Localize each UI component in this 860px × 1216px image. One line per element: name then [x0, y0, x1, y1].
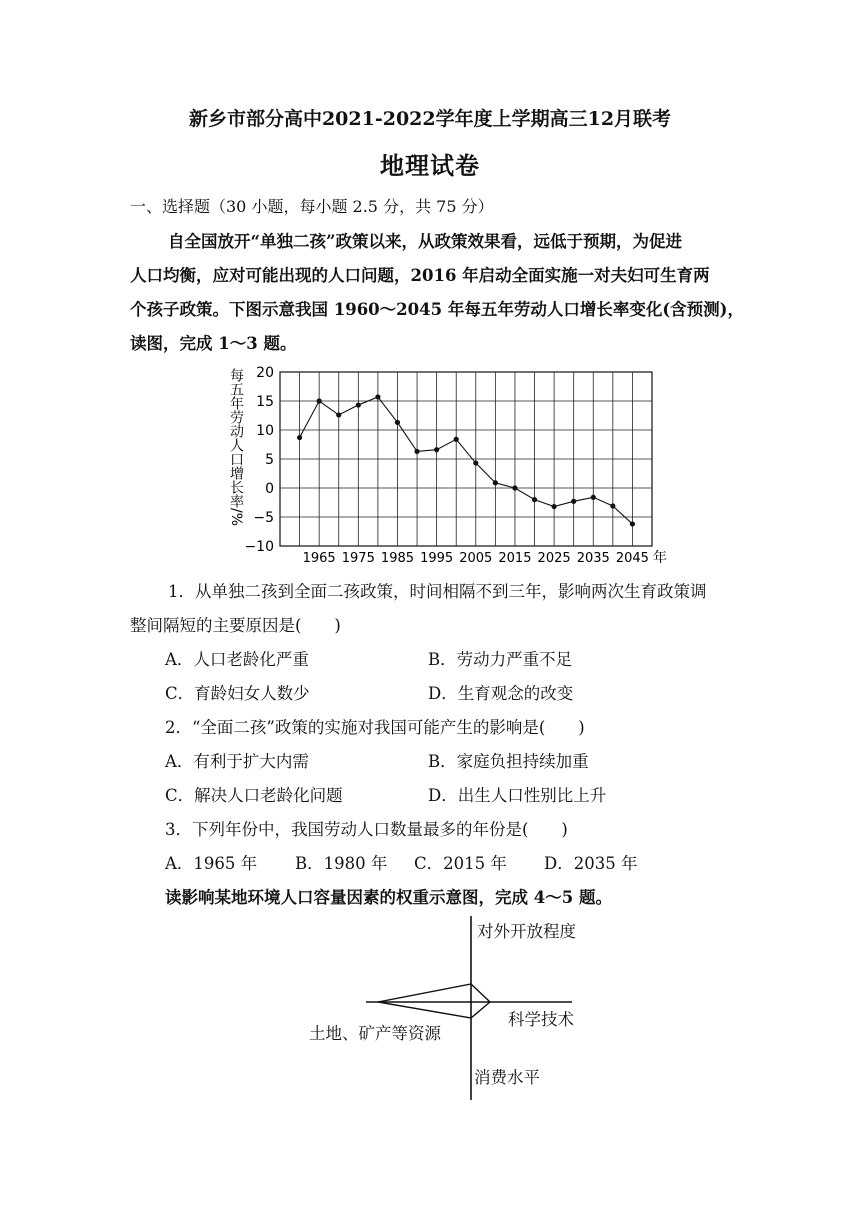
x-tick-label: 1975 [341, 551, 375, 566]
q3-option-d[interactable]: D．2035 年 [544, 854, 638, 873]
intro1-line2: 人口均衡，应对可能出现的人口问题，2016 年启动全面实施一对夫妇可生育两 [130, 266, 710, 285]
intro1-line4: 读图，完成 1～3 题。 [130, 334, 297, 353]
weight-polygon [378, 984, 490, 1018]
q3-option-c[interactable]: C．2015 年 [414, 854, 507, 873]
q3-option-a[interactable]: A．1965 年 [165, 854, 258, 873]
y-tick-label: 20 [256, 365, 274, 381]
label-openness: 对外开放程度 [477, 922, 576, 941]
data-point [434, 447, 439, 452]
y-tick-label: −10 [244, 539, 274, 555]
x-tick-label: 1985 [380, 551, 415, 566]
q3-stem: 3．下列年份中，我国劳动人口数量最多的年份是( ) [165, 820, 568, 839]
intro2: 读影响某地环境人口容量因素的权重示意图，完成 4～5 题。 [165, 888, 612, 907]
q2-option-d[interactable]: D．出生人口性别比上升 [428, 786, 607, 805]
q1-option-a[interactable]: A．人口老龄化严重 [165, 650, 309, 669]
y-tick-label: 10 [256, 423, 274, 439]
data-point [395, 420, 400, 425]
intro1-line3: 个孩子政策。下图示意我国 1960～2045 年每五年劳动人口增长率变化(含预测)， [130, 300, 744, 319]
data-point [336, 412, 341, 417]
y-tick-label: −5 [253, 510, 274, 526]
data-point [473, 460, 478, 465]
data-point [375, 394, 380, 399]
x-tick-label: 2045 [615, 551, 649, 566]
data-point [454, 437, 459, 442]
q1-option-d[interactable]: D．生育观念的改变 [428, 684, 574, 703]
x-tick-label: 2015 [498, 551, 532, 566]
q1-stem-line2: 整间隔短的主要原因是( ) [130, 616, 341, 635]
intro1-line1: 自全国放开“单独二孩”政策以来，从政策效果看，远低于预期，为促进 [168, 232, 682, 251]
q2-option-a[interactable]: A．有利于扩大内需 [165, 752, 309, 771]
data-point [591, 495, 596, 500]
x-tick-label: 2005 [459, 551, 493, 566]
q3-option-b[interactable]: B．1980 年 [295, 854, 388, 873]
y-tick-label: 5 [265, 452, 274, 468]
section-heading: 一、选择题（30 小题，每小题 2.5 分，共 75 分） [130, 197, 494, 216]
x-tick-label: 1965 [302, 551, 336, 566]
data-point [571, 499, 576, 504]
y-tick-label: 15 [256, 394, 274, 410]
labor-growth-chart [220, 362, 680, 568]
y-tick-label: 0 [265, 481, 274, 497]
data-point [512, 485, 517, 490]
x-axis-unit: 年 [653, 550, 667, 566]
label-consumption: 消费水平 [474, 1068, 540, 1087]
data-point [297, 435, 302, 440]
data-point [532, 497, 537, 502]
q1-option-c[interactable]: C．育龄妇女人数少 [165, 684, 310, 703]
data-point [356, 402, 361, 407]
q1-stem-line1: 1．从单独二孩到全面二孩政策，时间相隔不到三年，影响两次生育政策调 [168, 582, 707, 601]
data-point [493, 480, 498, 485]
series-line [300, 397, 633, 524]
label-resources: 土地、矿产等资源 [309, 1024, 441, 1043]
x-tick-label: 2035 [576, 551, 610, 566]
data-point [610, 503, 615, 508]
label-technology: 科学技术 [508, 1010, 574, 1029]
exam-title: 新乡市部分高中2021-2022学年度上学期高三12月联考 [188, 108, 672, 130]
exam-subject-title: 地理试卷 [380, 151, 480, 180]
q2-option-c[interactable]: C．解决人口老龄化问题 [165, 786, 343, 805]
q1-option-b[interactable]: B．劳动力严重不足 [428, 650, 573, 669]
data-point [630, 521, 635, 526]
data-point [317, 398, 322, 403]
x-tick-label: 1995 [420, 551, 454, 566]
y-axis-label: 每五年劳动人口增长率/% [228, 368, 244, 527]
x-tick-label: 2025 [537, 551, 571, 566]
q2-stem: 2．“全面二孩”政策的实施对我国可能产生的影响是( ) [165, 718, 585, 737]
data-point [414, 449, 419, 454]
q2-option-b[interactable]: B．家庭负担持续加重 [428, 752, 589, 771]
data-point [552, 504, 557, 509]
